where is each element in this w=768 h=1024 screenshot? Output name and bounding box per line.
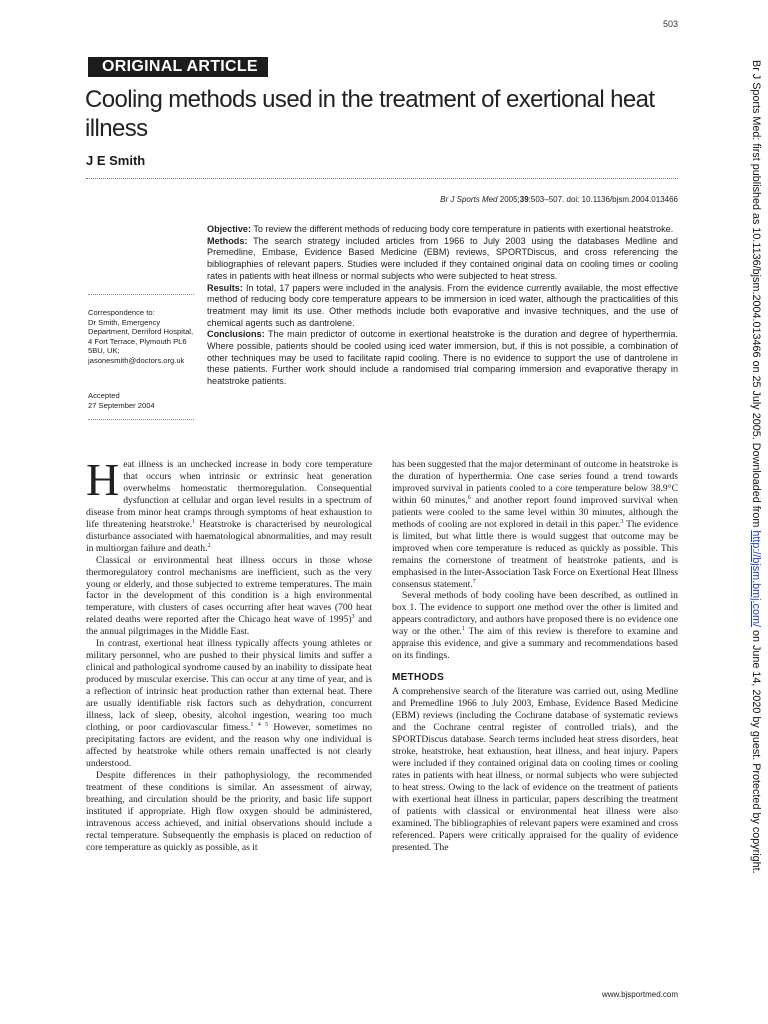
- reference-marker: 3: [351, 614, 355, 621]
- accepted-label: Accepted: [88, 391, 120, 400]
- abstract-results: [207, 283, 678, 330]
- sidebar-divider-top: [88, 294, 194, 295]
- paragraph-text: eat illness is an unchecked increase in body core temperature that occurs when intrinsic or extrinsic heat generation overwhelms homeostatic thermoregulation. Consequential dysfunction at cellular and organ level results in a spectrum of disease from minor heat cramps through symptoms of heat exhaustion to life threatening heatstroke.: [86, 459, 372, 530]
- paragraph: [86, 555, 372, 639]
- footer-url: www.bjsportmed.com: [601, 990, 678, 999]
- objective-text: To review the different methods of reducing body core temperature in patients with exertional heatstroke.: [253, 224, 674, 234]
- paragraph: [392, 590, 678, 662]
- reference-marker: 6: [467, 494, 471, 501]
- paragraph-text: In contrast, exertional heat illness typically affects young athletes or military personnel, who are pushed to their physical limits and suffer a clinical and pathological syndrome caused by an inability to dissipate heat produced by muscular exercise. This can occur at any time of year, and is a reflection of intrinsic heat production rather than external heat. There are usually identifiable risk factors such as dehydration, concurrent illness, lack of sleep, obesity, alcohol ingestion, wearing too much clothing, or poor cardiovascular fitness.: [86, 638, 372, 733]
- citation-year: 2005;: [499, 195, 520, 204]
- paragraph: [86, 454, 372, 555]
- abstract-conclusions: [207, 329, 678, 388]
- accepted-date: 27 September 2004: [88, 400, 155, 410]
- article-title: Cooling methods used in the treatment of exertional heat illness: [85, 86, 655, 142]
- reference-marker: 3: [620, 518, 624, 525]
- paragraph-text: and the annual pilgrimages in the Middle East.: [86, 614, 372, 638]
- citation-line: [440, 195, 678, 204]
- conclusions-text: The main predictor of outcome in exertional heatstroke is the duration and degree of hyperthermia. Where possible, patients should be cooled using iced water immersion, but, if this is not possible, a combination of other techniques may be used to facilitate rapid cooling. There is no evidence to support the use of dantrolene in these patients. Further work should include a randomised trial comparing immersion and evaporative therapy in heatstroke patients.: [207, 329, 678, 387]
- correspondence-block: [88, 308, 194, 366]
- download-notice: [750, 60, 762, 874]
- reference-marker: 2: [207, 542, 211, 549]
- header-divider: [86, 178, 678, 179]
- methods-heading: Methods:: [207, 235, 248, 246]
- paragraph: [86, 770, 372, 854]
- journal-name: Br J Sports Med: [440, 195, 498, 204]
- objective-heading: Objective:: [207, 224, 251, 234]
- body-column-right: [392, 459, 678, 854]
- download-link[interactable]: http://bjsm.bmj.com/: [750, 530, 762, 627]
- article-type-label: ORIGINAL ARTICLE: [88, 57, 268, 77]
- paragraph-text: However, sometimes no precipitating factors are evident, and the reason why one individual is affected by heatstroke while others remain unaffected is not clearly understood.: [86, 721, 373, 769]
- accepted-block: [88, 391, 194, 410]
- body-column-left: [86, 454, 373, 853]
- conclusions-heading: Conclusions:: [207, 329, 265, 340]
- correspondence-label: Correspondence to:: [88, 308, 155, 317]
- paragraph: [392, 459, 678, 590]
- results-text: In total, 17 papers were included in the analysis. From the evidence currently available, the most effective method of reducing body core temperature appears to be immersion in iced water, although the practicalities of this treatment may limit its use. Other methods include both evaporative and invasive techniques, and the use of chemical agents such as dantrolene.: [207, 282, 678, 328]
- paragraph-text: Heatstroke is characterised by neurological disturbance associated with haematological abnormalities, and may result in multiorgan failure and death.: [86, 518, 372, 554]
- correspondence-address: Dr Smith, Emergency Department, Derriford Hospital, 4 Fort Terrace, Plymouth PL6 5BU, UK; jasonesmith@doctors.org.uk: [88, 317, 194, 365]
- abstract-methods: [207, 236, 678, 283]
- paragraph-text: Several methods of body cooling have been described, as outlined in box 1. The evidence to support one method over the other is limited and appears contradictory, and authors have proposed there is no evidence one way or the other.: [392, 590, 678, 638]
- paragraph-text: A comprehensive search of the literature was carried out, using Medline and Premedline 1966 to July 2003, Embase, Evidence Based Medicine (EBM) reviews (including the Cochrane database of systematic reviews and the Cochrane central register of controlled trials), and the SPORTDiscus database. Search terms included heat stress disorders, heat stroke, heatstroke, heat exhaustion, heat illness, and heat injury. Papers were included if they contained original data on cooling times or cooling rates in patients with heat illness, or normal subjects who were subjected to heat stress. Owing to the lack of evidence on the treatment of patients with exertional heat illness in particular, papers describing the treatment of patients with classical or environmental heat illness were also examined. The bibliographies of relevant papers were examined and cross referenced. Papers were critically appraised for the quality of evidence presented. The: [392, 686, 678, 853]
- abstract: [207, 224, 678, 388]
- sidebar-divider-bottom: [88, 419, 194, 420]
- download-notice-suffix: on June 14, 2020 by guest. Protected by copyright.: [750, 626, 762, 874]
- citation-volume: 39: [519, 195, 529, 204]
- reference-marker: 1 4 5: [250, 721, 269, 728]
- paragraph-text: The aim of this review is therefore to examine and appraise this evidence, and give a summary and recommendations based on its findings.: [392, 626, 678, 662]
- paragraph-text: and another report found improved survival when patients were cooled to the same level within 30 minutes, although the methods of cooling are not explored in detail in this paper.: [392, 494, 678, 530]
- paragraph: [86, 638, 372, 769]
- methods-text: The search strategy included articles from 1966 to July 2003 using the databases Medline and Premedline, Embase, Evidence Based Medicine (EBM) reviews, SPORTDiscus, and cross referencing the bibliographies of relevant papers. Studies were included if they contained original data on cooling times or cooling rates in patients with heat illness or normal subjects who were subjected to heat stress.: [207, 235, 678, 281]
- citation-pages-doi: :503–507. doi: 10.1136/bjsm.2004.013466: [528, 195, 678, 204]
- paragraph-text: Despite differences in their pathophysiology, the recommended treatment of these conditions is similar. An assessment of airway, breathing, and circulation should be the priority, and basic life support instituted if appropriate. High flow oxygen should be administered, intravenous access achieved, and initial observations should include a rectal temperature. Subsequently the emphasis is placed on reduction of core temperature as quickly as possible, as it: [86, 769, 372, 853]
- section-heading-methods: METHODS: [392, 672, 445, 684]
- download-notice-prefix: Br J Sports Med: first published as 10.1136/bjsm.2004.013466 on 25 July 2005. Downloaded from: [750, 60, 762, 531]
- reference-marker: 7: [472, 578, 476, 585]
- paragraph: [392, 686, 678, 853]
- reference-marker: 1: [192, 518, 196, 525]
- paragraph-text: has been suggested that the major determinant of outcome in heatstroke is the duration of hyperthermia. One case series found a trend towards improved survival in patients cooled to a core temperature below 38.9°C within 60 minutes,: [392, 459, 678, 506]
- author-name: J E Smith: [86, 153, 146, 168]
- drop-cap: H: [86, 454, 120, 505]
- paragraph-text: The evidence is limited, but what little there is would suggest that outcome may be improved when core temperature is reduced as quickly as possible. This remains the cornerstone of treatment of heatstroke patients, and is emphasised in the Inter-Association Task Force on Exertional Heat Illness consensus statement.: [392, 518, 679, 590]
- results-heading: Results:: [207, 282, 243, 293]
- paragraph-text: Classical or environmental heat illness occurs in those whose thermoregulatory control mechanisms are inefficient, such as the very young or elderly, and those subjected to extreme temperatures. The main factor in the development of this condition is a high environmental temperature, with clusters of cases occurring after heat waves (700 heat related deaths were reported after the Chicago heat wave of 1995): [86, 554, 372, 626]
- abstract-objective: [207, 224, 678, 236]
- reference-marker: 1: [461, 626, 465, 633]
- page-number: 503: [662, 19, 678, 29]
